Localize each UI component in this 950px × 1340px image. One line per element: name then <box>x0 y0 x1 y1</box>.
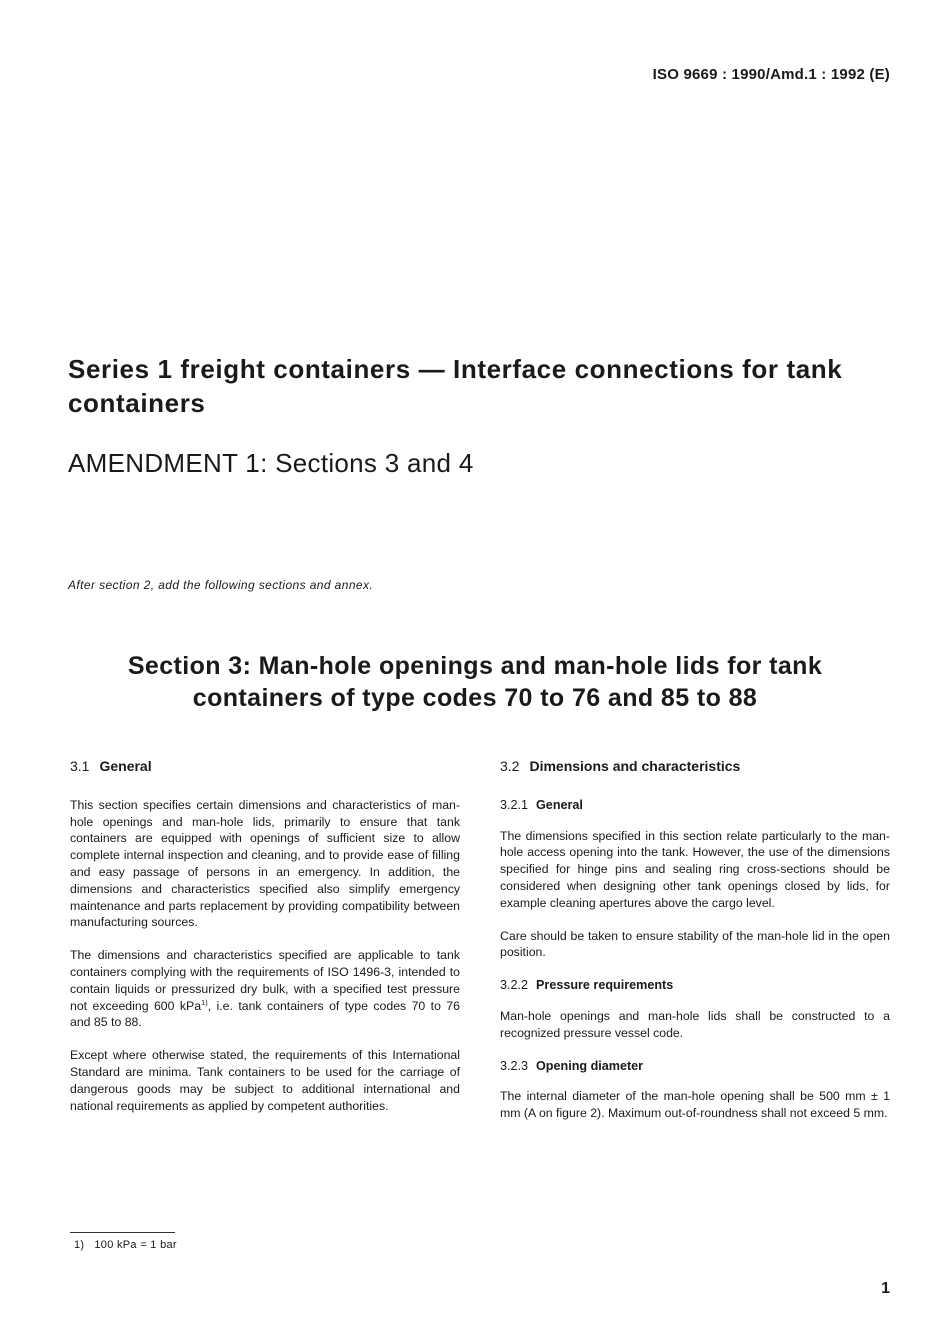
heading-3-2-1 <box>500 797 890 814</box>
page-number: 1 <box>881 1280 890 1297</box>
paragraph: Care should be taken to ensure stability of the man-hole lid in the open position. <box>500 928 890 960</box>
heading-3-2-2 <box>500 977 890 994</box>
footnote-mark: 1) <box>74 1239 85 1251</box>
right-column <box>500 758 890 1138</box>
paragraph-text: , i.e. tank containers of type codes 70 to 76 and 85 to 88. <box>70 998 460 1030</box>
heading-number: 3.1 <box>70 758 90 774</box>
heading-number: 3.2.2 <box>500 978 529 993</box>
paragraph: The internal diameter of the man-hole opening shall be 500 mm ± 1 mm (A on figure 2). Maximum out-of-roundness shall not exceed 5 mm. <box>500 1089 890 1121</box>
heading-text: General <box>536 797 583 812</box>
heading-number: 3.2.3 <box>500 1058 529 1073</box>
footnote-reference: 1) <box>201 997 208 1007</box>
paragraph <box>70 947 460 1031</box>
left-column <box>70 758 460 1130</box>
section-title: Section 3: Man-hole openings and man-hole lids for tank containers of type codes 70 to 76 and 85 to 88 <box>127 652 823 712</box>
heading-3-2-3 <box>500 1058 890 1075</box>
heading-text: Opening diameter <box>536 1058 644 1073</box>
heading-text: Pressure requirements <box>536 978 674 993</box>
heading-3-1 <box>70 758 460 775</box>
heading-text: Dimensions and characteristics <box>529 758 741 774</box>
amendment-title: AMENDMENT 1: Sections 3 and 4 <box>68 448 474 478</box>
document-reference: ISO 9669 : 1990/Amd.1 : 1992 (E) <box>652 66 890 83</box>
paragraph: Man-hole openings and man-hole lids shall be constructed to a recognized pressure vessel code. <box>500 1008 890 1040</box>
heading-3-2 <box>500 758 890 775</box>
footnote <box>74 1239 177 1251</box>
paragraph-text: The dimensions and characteristics specified are applicable to tank containers complying with the requirements of ISO 1496-3, intended to contain liquids or pressurized dry bulk, with a specified test pressure not exceeding 600 kPa <box>70 948 460 1013</box>
main-title: Series 1 freight containers — Interface connections for tank containers <box>68 354 843 418</box>
amendment-instruction: After section 2, add the following sections and annex. <box>68 578 374 592</box>
heading-number: 3.2 <box>500 758 520 774</box>
footnote-text: 100 kPa = 1 bar <box>94 1239 177 1251</box>
paragraph: This section specifies certain dimensions and characteristics of man-hole openings and man-hole lids, primarily to ensure that tank containers are equipped with openings of sufficient size to allow complete internal inspection and cleaning, and to provide ease of filling and easy passage of persons in an emergency. In addition, the dimensions and characteristics specified also simplify emergency maintenance and parts replacement by providing compatibility between manufacturing sources. <box>70 797 460 930</box>
footnote-divider <box>70 1232 175 1233</box>
heading-text: General <box>99 758 152 774</box>
heading-number: 3.2.1 <box>500 797 529 812</box>
paragraph: The dimensions specified in this section relate particularly to the man-hole access opening into the tank. However, the use of the dimensions specified for hinge pins and sealing ring cross-sections should be considered when designing other tank openings closed by lids, for example cleaning apertures above the cargo level. <box>500 828 890 910</box>
paragraph: Except where otherwise stated, the requirements of this International Standard are minima. Tank containers to be used for the carriage of dangerous goods may be subject to additional international and national requirements as applied by competent authorities. <box>70 1048 460 1113</box>
